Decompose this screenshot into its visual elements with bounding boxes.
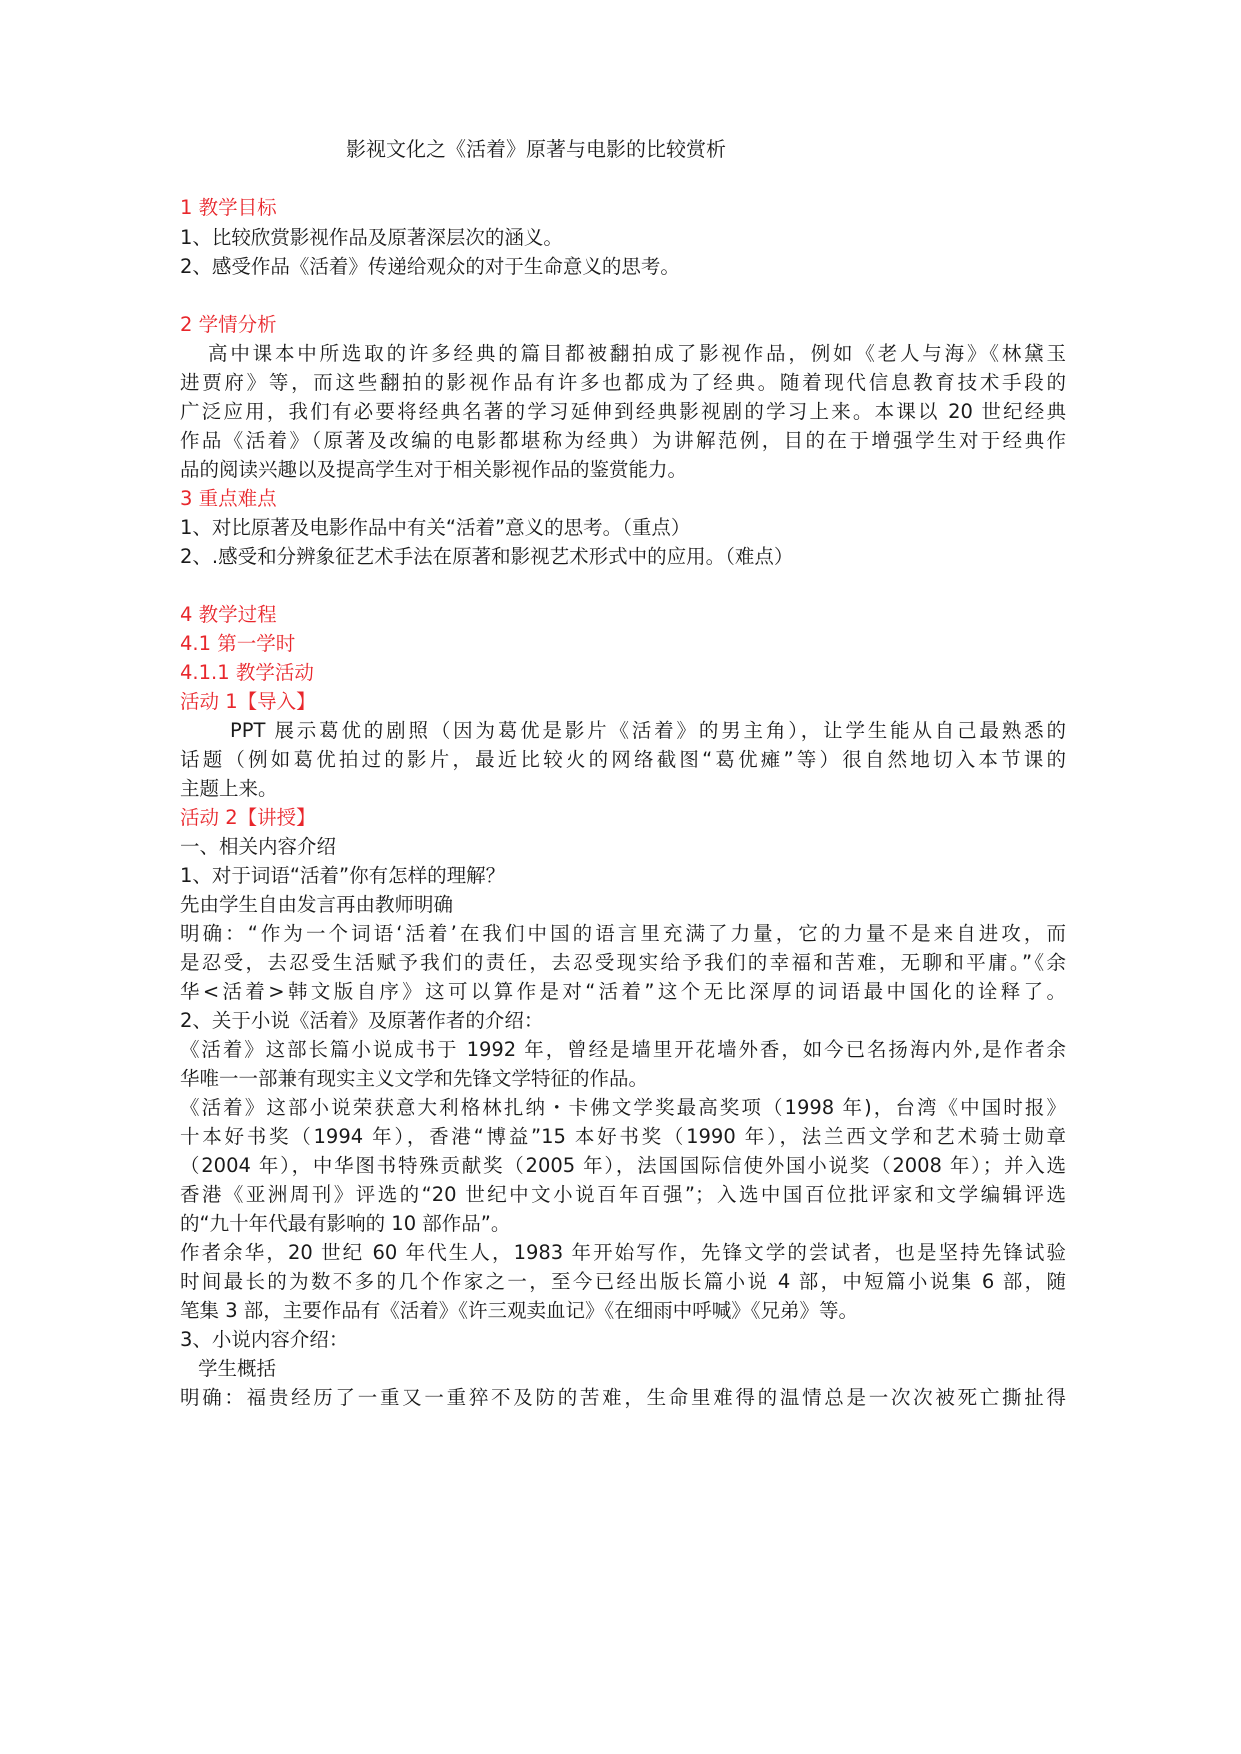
analysis-paragraph-line: 作品《活着》（原著及改编的电影都堪称为经典）为讲解范例，目的在于增强学生对于经典作 (180, 429, 1066, 452)
body-line: 《活着》这部小说荣获意大利格林扎纳・卡佛文学奖最高奖项（1998 年)，台湾《中国时报》 (180, 1096, 1066, 1119)
section-heading-analysis: 2 学情分析 (180, 313, 277, 336)
document-title: 影视文化之《活着》原著与电影的比较赏析 (346, 137, 726, 161)
section-heading-objectives: 1 教学目标 (180, 196, 277, 219)
activity-paragraph-line: 主题上来。 (180, 777, 278, 800)
activity-heading: 活动 2【讲授】 (180, 806, 316, 829)
body-line: 先由学生自由发言再由教师明确 (180, 893, 454, 916)
body-line: 是忍受，去忍受生活赋予我们的责任，去忍受现实给予我们的幸福和苦难，无聊和平庸。”《余 (180, 951, 1066, 974)
body-line: 一、相关内容介绍 (180, 835, 337, 858)
activity-paragraph-line: 话题（例如葛优拍过的影片，最近比较火的网络截图“葛优瘫”等）很自然地切入本节课的 (180, 748, 1066, 771)
body-line: 3、小说内容介绍： (180, 1328, 349, 1351)
subsection-heading: 4.1 第一学时 (180, 632, 296, 655)
body-line: 学生概括 (198, 1357, 277, 1380)
analysis-paragraph-line: 高中课本中所选取的许多经典的篇目都被翻拍成了影视作品，例如《老人与海》《林黛玉 (208, 342, 1066, 365)
body-line: 2、关于小说《活着》及原著作者的介绍： (180, 1009, 544, 1032)
body-line: 十本好书奖（1994 年），香港“博益”15 本好书奖（1990 年），法兰西文学和艺术骑士勋章 (180, 1125, 1066, 1148)
body-line: 笔集 3 部，主要作品有《活着》《许三观卖血记》《在细雨中呼喊》《兄弟》等。 (180, 1299, 859, 1322)
activity-paragraph-line: PPT 展示葛优的剧照（因为葛优是影片《活着》的男主角），让学生能从自己最熟悉的 (230, 719, 1066, 742)
subsection-heading: 4.1.1 教学活动 (180, 661, 314, 684)
body-line: 时间最长的为数不多的几个作家之一，至今已经出版长篇小说 4 部，中短篇小说集 6 部，随 (180, 1270, 1066, 1293)
body-line: 的“九十年代最有影响的 10 部作品”。 (180, 1212, 511, 1235)
keypoint-item: 2、.感受和分辨象征艺术手法在原著和影视艺术形式中的应用。（难点） (180, 545, 794, 568)
body-line: 1、对于词语“活着”你有怎样的理解？ (180, 864, 506, 887)
body-line: 明确：福贵经历了一重又一重猝不及防的苦难，生命里难得的温情总是一次次被死亡撕扯得 (180, 1386, 1066, 1409)
section-heading-keypoints: 3 重点难点 (180, 487, 277, 510)
body-line: 香港《亚洲周刊》评选的“20 世纪中文小说百年百强”；入选中国百位批评家和文学编辑评选 (180, 1183, 1066, 1206)
body-line: 作者余华，20 世纪 60 年代生人，1983 年开始写作，先锋文学的尝试者，也是坚持先锋试验 (180, 1241, 1066, 1264)
keypoint-item: 1、对比原著及电影作品中有关“活着”意义的思考。（重点） (180, 516, 691, 539)
body-line: （2004 年），中华图书特殊贡献奖（2005 年），法国国际信使外国小说奖（2008 年）；并入选 (180, 1154, 1066, 1177)
activity-heading: 活动 1【导入】 (180, 690, 316, 713)
body-line: 华<活着>韩文版自序》这可以算作是对“活着”这个无比深厚的词语最中国化的诠释了。 (180, 980, 1066, 1003)
objective-item: 1、比较欣赏影视作品及原著深层次的涵义。 (180, 226, 563, 249)
analysis-paragraph-line: 广泛应用，我们有必要将经典名著的学习延伸到经典影视剧的学习上来。本课以 20 世纪经典 (180, 400, 1066, 423)
body-line: 《活着》这部长篇小说成书于 1992 年，曾经是墙里开花墙外香，如今已名扬海内外,是作者余 (180, 1038, 1066, 1061)
objective-item: 2、感受作品《活着》传递给观众的对于生命意义的思考。 (180, 255, 680, 278)
body-line: 明确：“作为一个词语‘活着’在我们中国的语言里充满了力量，它的力量不是来自进攻，而 (180, 922, 1066, 945)
body-line: 华唯一一部兼有现实主义文学和先锋文学特征的作品。 (180, 1067, 649, 1090)
analysis-paragraph-line: 进贾府》等，而这些翻拍的影视作品有许多也都成为了经典。随着现代信息教育技术手段的 (180, 371, 1066, 394)
analysis-paragraph-line: 品的阅读兴趣以及提高学生对于相关影视作品的鉴赏能力。 (180, 458, 688, 481)
section-heading-process: 4 教学过程 (180, 603, 277, 626)
